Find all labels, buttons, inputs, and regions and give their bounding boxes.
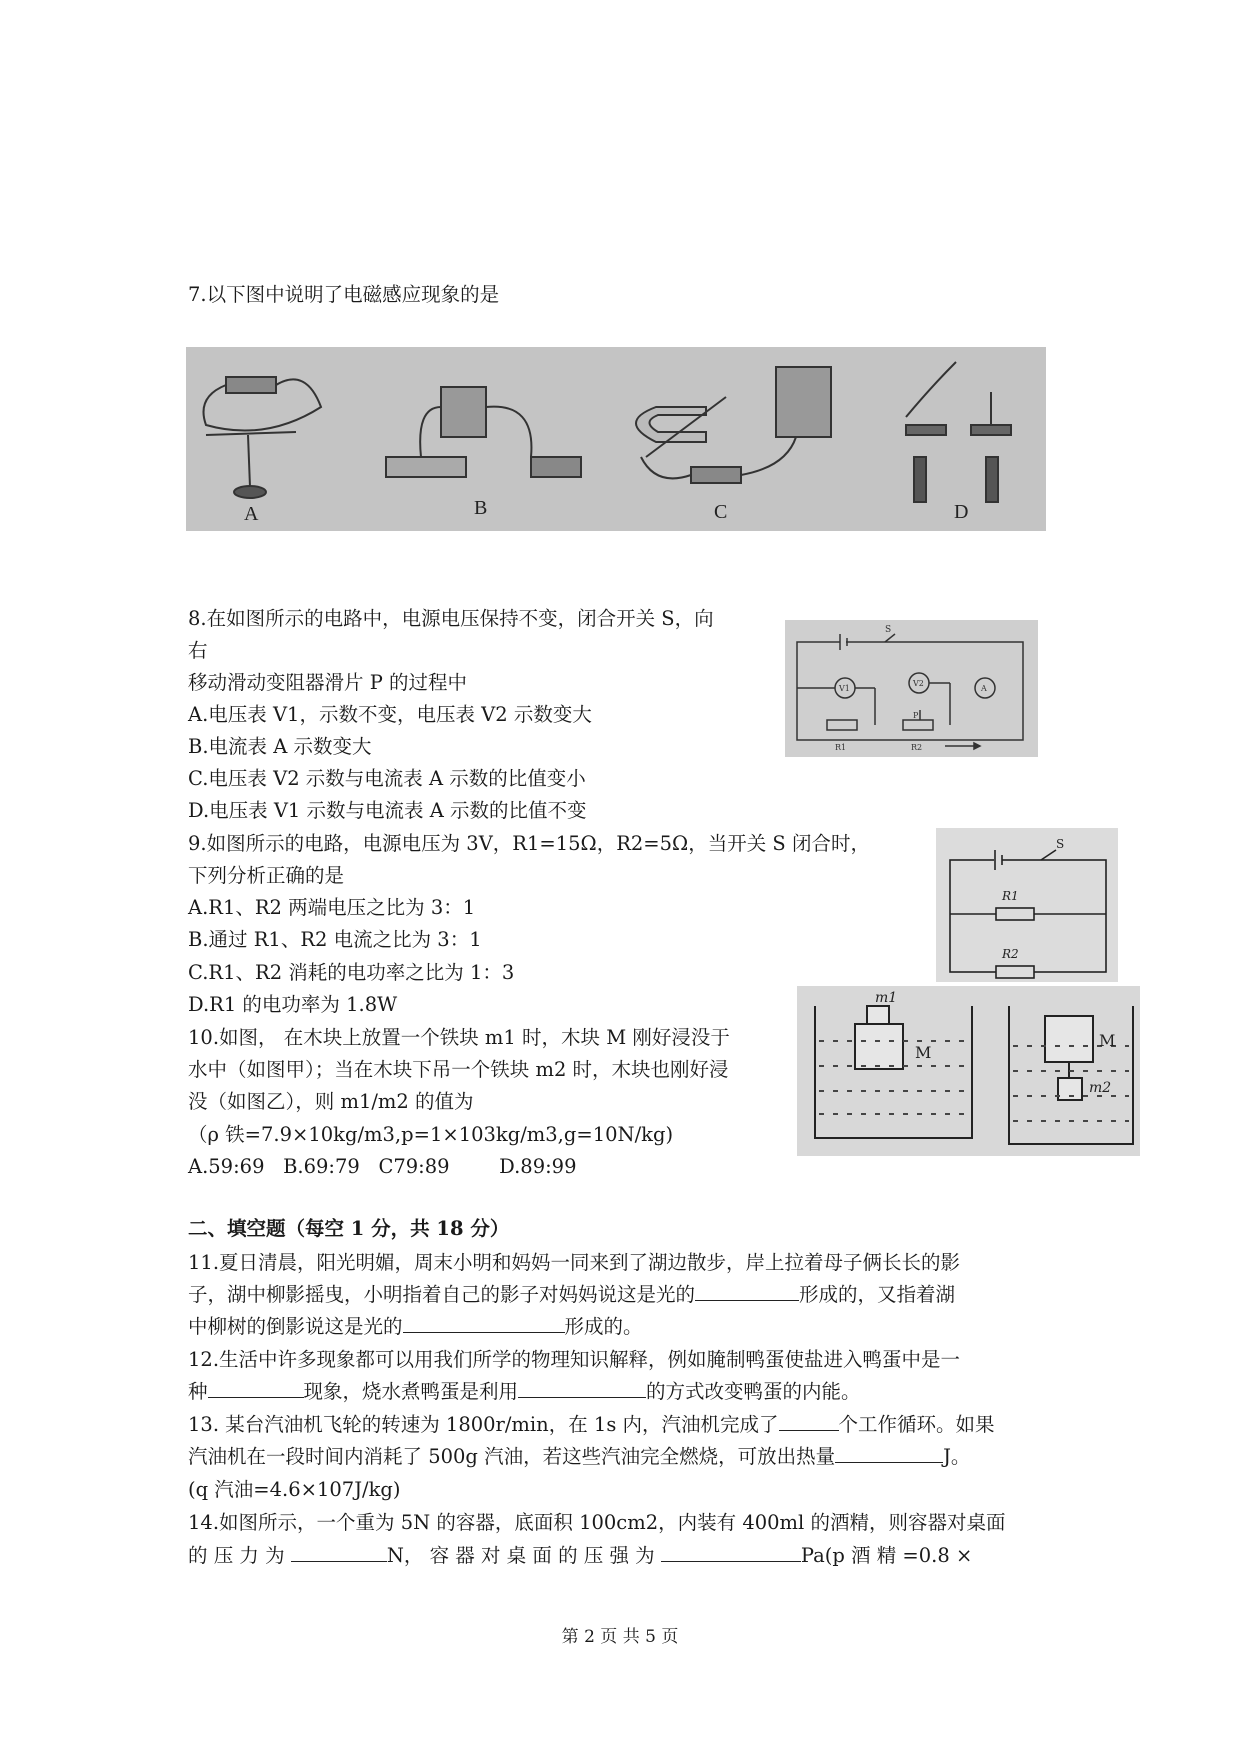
- q9-circuit-figure: [936, 828, 1118, 982]
- q10-stem-line-1: 10.如图， 在木块上放置一个铁块 m1 时，木块 M 刚好浸没于: [188, 1026, 730, 1049]
- q14-line-1: 14.如图所示，一个重为 5N 的容器，底面积 100cm2，内装有 400ml 的酒精，则容器对桌面: [188, 1511, 1006, 1534]
- q9-option-c: C.R1、R2 消耗的电功率之比为 1：3: [188, 961, 515, 984]
- q11-line-2: [188, 1282, 955, 1308]
- q7-label-d: D: [954, 501, 969, 523]
- q9-fig-label-r1: R1: [1002, 889, 1019, 903]
- q14-blank-1[interactable]: [291, 1543, 387, 1562]
- q9-stem-line-1: 9.如图所示的电路，电源电压为 3V，R1=15Ω，R2=5Ω，当开关 S 闭合时，: [188, 832, 870, 855]
- q14-blank-2[interactable]: [661, 1543, 801, 1562]
- q8-fig-label-a: A: [981, 684, 987, 693]
- q10-options: [188, 1154, 577, 1180]
- q10-fig-label-m-right: M: [1099, 1031, 1116, 1050]
- q13-line-1-b: 个工作循环。如果: [838, 1413, 995, 1436]
- q12-line-2-b: 现象，烧水煮鸭蛋是利用: [303, 1380, 519, 1403]
- q12-line-2: [188, 1379, 861, 1405]
- q11-line-3-a: 中柳树的倒影说这是光的: [188, 1315, 403, 1338]
- page-footer: 第 2 页 共 5 页: [561, 1627, 679, 1647]
- q8-fig-label-r1: R1: [835, 743, 847, 752]
- q13-line-1-a: 13. 某台汽油机飞轮的转速为 1800r/min，在 1s 内，汽油机完成了: [188, 1413, 779, 1436]
- q10-option-c: C79:89: [378, 1155, 450, 1178]
- q10-option-d: D.89:99: [499, 1155, 577, 1178]
- q9-fig-label-s: S: [1056, 837, 1065, 851]
- q13-line-2: [188, 1444, 970, 1470]
- q14-line-2-a: 的 压 力 为: [188, 1544, 285, 1567]
- q12-blank-1[interactable]: [208, 1379, 304, 1398]
- q8-stem-line-3: 移动滑动变阻器滑片 P 的过程中: [188, 671, 468, 694]
- q13-blank-2[interactable]: [835, 1444, 943, 1463]
- q8-circuit-figure: [785, 620, 1038, 757]
- q8-stem-line-1: 8.在如图所示的电路中，电源电压保持不变，闭合开关 S，向: [188, 607, 714, 630]
- q11-blank-1[interactable]: [695, 1282, 799, 1301]
- q11-line-3-b: 形成的。: [564, 1315, 643, 1338]
- q14-line-2-b: N， 容 器 对 桌 面 的 压 强 为: [386, 1544, 655, 1567]
- q7-label-a: A: [244, 503, 259, 525]
- q10-fig-label-m2: m2: [1089, 1080, 1112, 1096]
- q13-blank-1[interactable]: [779, 1412, 839, 1431]
- q9-option-a: A.R1、R2 两端电压之比为 3：1: [188, 896, 476, 919]
- q12-blank-2[interactable]: [518, 1379, 646, 1398]
- q8-stem-line-2: 右: [188, 639, 208, 662]
- q14-line-2-c: Pa(p 酒 精 =0.8 ×: [800, 1544, 973, 1567]
- q10-fig-label-m-left: M: [915, 1043, 932, 1062]
- q9-option-d: D.R1 的电功率为 1.8W: [188, 993, 398, 1016]
- q10-stem-line-4: （ρ 铁=7.9×10kg/m3,p=1×103kg/m3,g=10N/kg): [188, 1123, 674, 1146]
- q8-fig-label-r2: R2: [911, 743, 923, 752]
- q8-option-a: A.电压表 V1，示数不变，电压表 V2 示数变大: [188, 703, 592, 726]
- q9-fig-label-r2: R2: [1002, 947, 1019, 961]
- q8-fig-label-s: S: [885, 625, 892, 635]
- q8-fig-label-p: P: [913, 711, 919, 720]
- q10-stem-line-2: 水中（如图甲）；当在木块下吊一个铁块 m2 时，木块也刚好浸: [188, 1058, 729, 1081]
- q8-option-b: B.电流表 A 示数变大: [188, 735, 372, 758]
- q9-option-b: B.通过 R1、R2 电流之比为 3：1: [188, 928, 482, 951]
- q7-figure: [186, 347, 1046, 531]
- q12-line-2-c: 的方式改变鸭蛋的内能。: [646, 1380, 861, 1403]
- q10-fig-label-m1: m1: [875, 990, 898, 1006]
- q10-figure: [797, 986, 1140, 1156]
- q10-option-b: B.69:79: [283, 1155, 360, 1178]
- q11-line-3: [188, 1314, 643, 1340]
- q9-stem-line-2: 下列分析正确的是: [188, 864, 345, 887]
- q13-line-3: (q 汽油=4.6×107J/kg): [188, 1478, 401, 1501]
- q11-blank-2[interactable]: [403, 1314, 565, 1333]
- q13-line-1: [188, 1412, 995, 1438]
- q14-line-2: [188, 1543, 972, 1569]
- q12-line-1: 12.生活中许多现象都可以用我们所学的物理知识解释，例如腌制鸭蛋使盐进入鸭蛋中是一: [188, 1348, 961, 1371]
- q11-line-2-b: 形成的，又指着湖: [799, 1283, 956, 1306]
- q8-option-d: D.电压表 V1 示数与电流表 A 示数的比值不变: [188, 799, 587, 822]
- q10-option-a: A.59:69: [188, 1155, 265, 1178]
- q7-label-b: B: [474, 497, 488, 519]
- q11-line-1: 11.夏日清晨，阳光明媚，周末小明和妈妈一同来到了湖边散步，岸上拉着母子俩长长的影: [188, 1251, 961, 1274]
- q8-option-c: C.电压表 V2 示数与电流表 A 示数的比值变小: [188, 767, 586, 790]
- q10-stem-line-3: 没（如图乙），则 m1/m2 的值为: [188, 1090, 474, 1113]
- q8-fig-label-v1: V1: [839, 684, 850, 693]
- q13-line-2-b: J。: [943, 1445, 971, 1468]
- section-2-title: 二、填空题（每空 1 分，共 18 分）: [188, 1217, 510, 1240]
- q8-fig-label-v2: V2: [913, 679, 924, 688]
- q7-label-c: C: [714, 501, 728, 523]
- q11-line-2-a: 子，湖中柳影摇曳，小明指着自己的影子对妈妈说这是光的: [188, 1283, 696, 1306]
- q13-line-2-a: 汽油机在一段时间内消耗了 500g 汽油，若这些汽油完全燃烧，可放出热量: [188, 1445, 836, 1468]
- q7-stem: 7.以下图中说明了电磁感应现象的是: [188, 283, 500, 306]
- q12-line-2-a: 种: [188, 1380, 208, 1403]
